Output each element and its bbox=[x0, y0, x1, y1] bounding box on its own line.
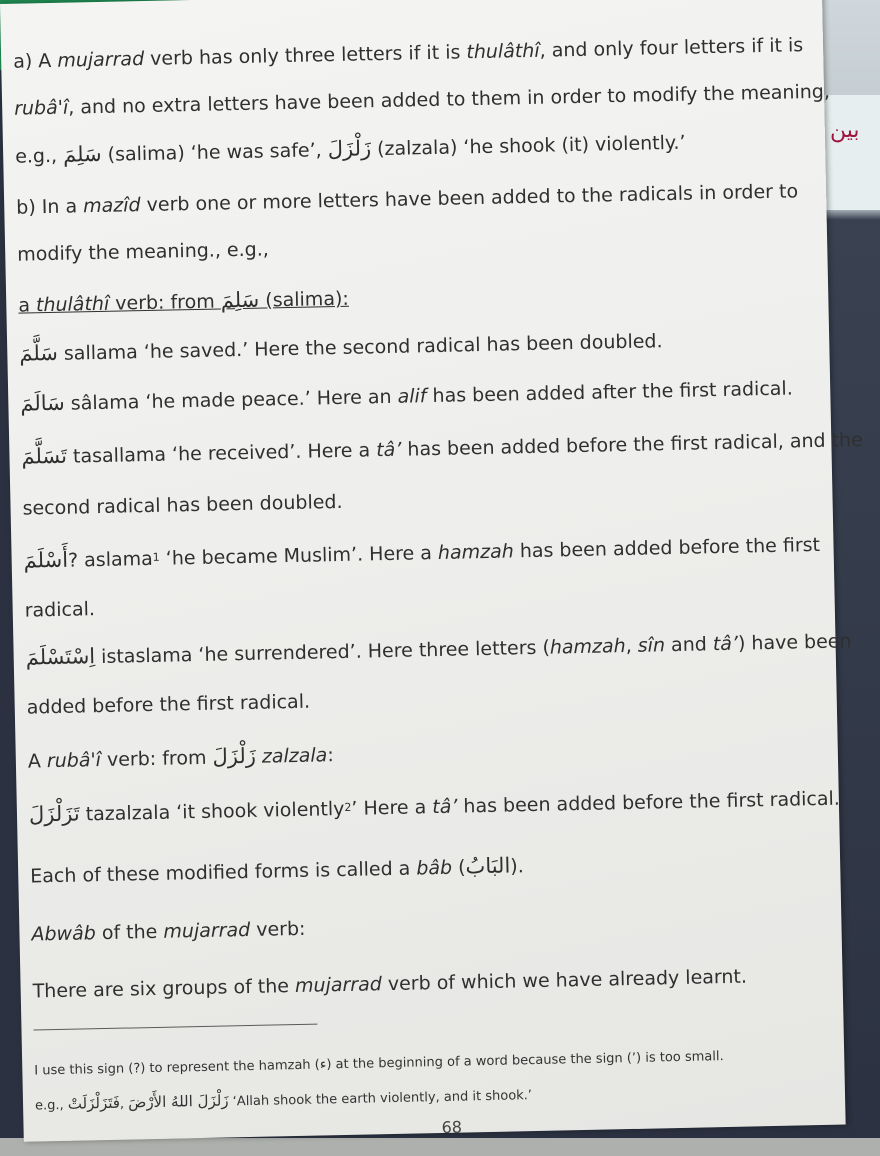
example-tazalzala: تَزَلْزَلَ tazalzala ‘it shook violently$^2$’ Here a tâ’ has been added before the first radical. bbox=[28, 787, 841, 827]
footnote-2: e.g., فَتَزَلْزَلَتْ, زَلْزَلَ اللهُ الأَرْضَ ‘Allah shook the earth violently, and it shook.’ bbox=[34, 1088, 533, 1114]
background-book-title: بين bbox=[830, 118, 860, 143]
example-salama: سَالَمَ sâlama ‘he made peace.’ Here an alif has been added after the first radical. bbox=[20, 377, 793, 416]
arabic-zalzala: زَلْزَلَ bbox=[327, 136, 372, 162]
paragraph-b-line-1: b) In a mazîd verb one or more letters have been added to the radicals in order to bbox=[16, 180, 799, 219]
background-strip bbox=[0, 1138, 880, 1156]
example-sallama: سَلَّمَ sallama ‘he saved.’ Here the second radical has been doubled. bbox=[19, 330, 663, 366]
paragraph-bab: Each of these modified forms is called a bâb (البَابُ). bbox=[30, 853, 524, 888]
paragraph-a-line-3: e.g., سَلِمَ (salima) ‘he was safe’, زَلْزَلَ (zalzala) ‘he shook (it) violently.’ bbox=[14, 131, 686, 168]
example-aslama-cont: radical. bbox=[24, 598, 96, 622]
page-number: 68 bbox=[441, 1117, 463, 1137]
heading-thulathi-verb: a thulâthî verb: from سَلِمَ (salima): bbox=[18, 287, 350, 317]
heading-abwab: Abwâb of the mujarrad verb: bbox=[31, 917, 306, 946]
paragraph-a-line-2: rubâ'î, and no extra letters have been added to them in order to modify the meaning, bbox=[13, 80, 831, 120]
example-tasallama: تَسَلَّمَ tasallama ‘he received’. Here a tâ’ has been added before the first radical, and the bbox=[21, 429, 864, 469]
footnote-1: I use this sign (?) to represent the hamzah (ء) at the beginning of a word because the sign (’) is too small. bbox=[34, 1049, 724, 1079]
example-tasallama-cont: second radical has been doubled. bbox=[22, 490, 343, 520]
example-istaslama: اِسْتَسْلَمَ istaslama ‘he surrendered’. Here three letters (hamzah, sîn and tâ’) have been bbox=[25, 630, 852, 670]
paragraph-six-groups: There are six groups of the mujarrad verb of which we have already learnt. bbox=[32, 965, 748, 1003]
paragraph-a-line-1: a) A mujarrad verb has only three letters if it is thulâthî, and only four letters if it is bbox=[12, 34, 804, 73]
footnote-rule bbox=[33, 1024, 317, 1031]
arabic-salima: سَلِمَ bbox=[62, 141, 102, 167]
example-istaslama-cont: added before the first radical. bbox=[26, 690, 311, 719]
heading-rubai-verb: A rubâ'î verb: from زَلْزَلَ zalzala: bbox=[27, 743, 334, 773]
example-aslama: أَسْلَمَ? aslama$^1$ ‘he became Muslim’. Here a hamzah has been added before the first bbox=[23, 533, 821, 573]
paragraph-b-line-2: modify the meaning., e.g., bbox=[17, 238, 270, 266]
